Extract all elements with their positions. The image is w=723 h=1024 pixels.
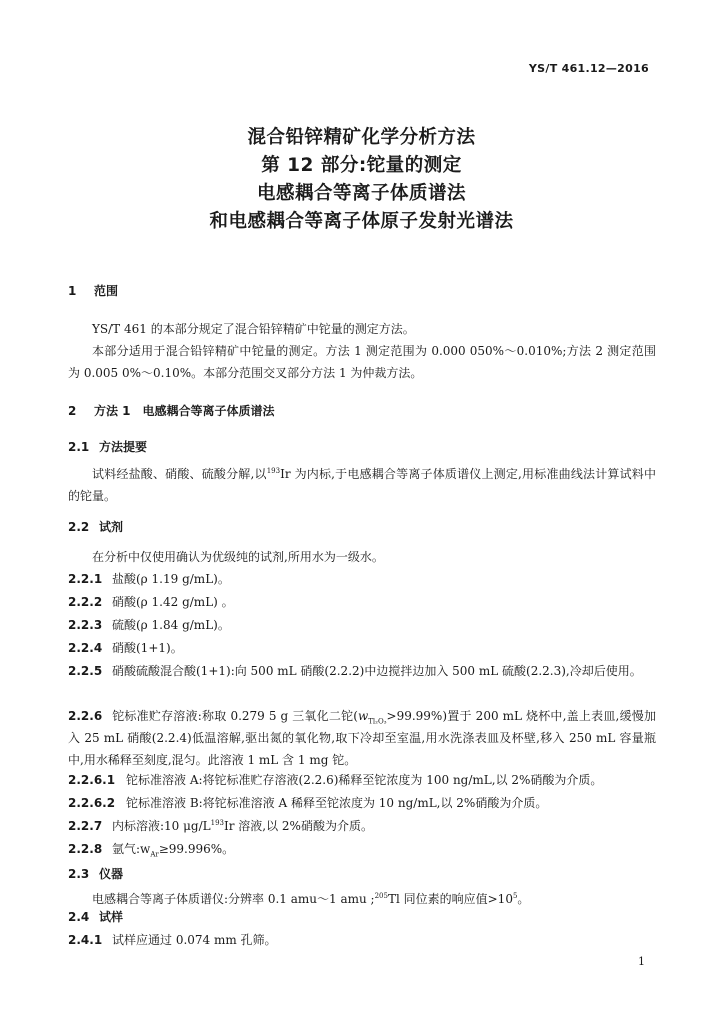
text-run: Ir 为内标,于电感耦合等离子体质谱仪上测定,用标准曲线法计算试料中的铊量。 [68, 467, 656, 503]
item-number: 2.2.5 [68, 664, 103, 678]
section-2-1-heading [68, 439, 147, 455]
item-number: 2.4.1 [68, 933, 103, 947]
reagent-item-2-2-7 [68, 818, 373, 834]
item-number: 2.2.7 [68, 819, 103, 833]
section-title: 方法提要 [99, 440, 148, 454]
text-run: 内标溶液:10 μg/L [112, 819, 211, 833]
reagent-item-2-2-5 [68, 660, 656, 682]
reagent-item [68, 594, 234, 610]
section-2-4-heading [68, 909, 123, 925]
reagent-item-2-2-6-1 [68, 772, 602, 788]
item-text: 铊标准溶液 A:将铊标准贮存溶液(2.2.6)稀释至铊浓度为 100 ng/mL,以 2%硝酸为介质。 [126, 773, 603, 787]
reagent-item-2-2-8 [68, 841, 234, 857]
section-1-heading [68, 283, 118, 299]
reagent-item-2-2-6 [68, 705, 656, 771]
section-2-2-heading [68, 519, 123, 535]
reagent-item [68, 571, 230, 587]
item-number: 2.2.6 [68, 709, 103, 723]
section-title: 试剂 [99, 520, 124, 534]
section-number: 2.1 [68, 440, 90, 454]
item-text: 试样应通过 0.074 mm 孔筛。 [112, 933, 277, 947]
reagent-item [68, 617, 230, 633]
section-2-1-paragraph [68, 463, 656, 507]
formula-subscript: Ar [150, 850, 159, 859]
section-2-3-heading [68, 866, 123, 882]
title-line-2: 第 12 部分:铊量的测定 [261, 155, 462, 176]
section-number: 2.4 [68, 910, 90, 924]
item-number: 2.2.8 [68, 842, 103, 856]
item-number: 2.2.3 [68, 618, 103, 632]
section-number: 2 [68, 404, 77, 418]
title-line-1: 混合铅锌精矿化学分析方法 [247, 127, 476, 148]
item-text: 硫酸(ρ 1.84 g/mL)。 [112, 618, 230, 632]
document-title [0, 124, 723, 236]
item-number: 2.2.2 [68, 595, 103, 609]
text-run: Tl 同位素的响应值>10 [387, 892, 513, 906]
standard-number: YS/T 461.12—2016 [528, 62, 649, 75]
item-number: 2.2.6.1 [68, 773, 116, 787]
item-text: 盐酸(ρ 1.19 g/mL)。 [112, 572, 230, 586]
item-text: 硝酸硫酸混合酸(1+1):向 500 mL 硝酸(2.2.2)中边搅拌边加入 500 mL 硫酸(2.2.3),冷却后使用。 [112, 664, 642, 678]
mass-fraction-symbol: w [357, 709, 369, 723]
section-2-2-intro: 在分析中仅使用确认为优级纯的试剂,所用水为一级水。 [92, 550, 384, 564]
text-run: 氩气:w [112, 842, 151, 856]
section-number: 1 [68, 284, 77, 298]
text-run: 试料经盐酸、硝酸、硫酸分解,以 [92, 467, 267, 481]
page-number: 1 [638, 955, 645, 968]
text-run: 铊标准贮存溶液:称取 0.279 5 g 三氧化二铊( [112, 709, 358, 723]
section-number: 2.2 [68, 520, 90, 534]
title-line-3: 电感耦合等离子体质谱法 [256, 183, 466, 204]
item-number: 2.2.1 [68, 572, 103, 586]
section-1-paragraph-1: YS/T 461 的本部分规定了混合铅锌精矿中铊量的测定方法。 [92, 322, 415, 336]
section-number: 2.3 [68, 867, 90, 881]
section-2-3-paragraph [92, 891, 529, 907]
section-title: 仪器 [99, 867, 124, 881]
text-run: >99.99%)置于 200 mL 烧杯中,盖上表皿,缓慢加入 25 mL 硝酸(2.2.4)低温溶解,驱出氮的氧化物,取下冷却至室温,用水洗涤表皿及杯壁,移入 250 mL 容量瓶中,用水稀释至刻度,混匀。此溶液 1 mL 含 1 mg 铊。 [68, 709, 656, 767]
isotope-superscript: 205 [374, 892, 388, 900]
sample-item-2-4-1 [68, 932, 277, 948]
section-title: 范围 [94, 284, 119, 298]
item-number: 2.2.6.2 [68, 796, 116, 810]
text-run: 电感耦合等离子体质谱仪:分辨率 0.1 amu～1 amu ; [92, 892, 375, 906]
text-run: ≥99.996%。 [158, 842, 235, 856]
section-title: 试样 [99, 910, 124, 924]
item-text: 硝酸(ρ 1.42 g/mL) 。 [112, 595, 234, 609]
reagent-item-2-2-6-2 [68, 795, 547, 811]
section-1-paragraph-2: 本部分适用于混合铅锌精矿中铊量的测定。方法 1 测定范围为 0.000 050%～0.010%;方法 2 测定范围为 0.005 0%～0.10%。本部分范围交叉部分方法 1 为仲裁方法。 [68, 344, 656, 380]
section-title: 方法 1 电感耦合等离子体质谱法 [94, 404, 275, 418]
formula-subscript: Tl₂O₃ [368, 717, 387, 726]
isotope-superscript: 193 [266, 467, 281, 475]
item-number: 2.2.4 [68, 641, 103, 655]
exponent-superscript: 5 [512, 892, 518, 900]
item-text: 铊标准溶液 B:将铊标准溶液 A 稀释至铊浓度为 10 ng/mL,以 2%硝酸为介质。 [126, 796, 548, 810]
reagent-item [68, 640, 183, 656]
isotope-superscript: 193 [210, 819, 224, 827]
title-line-4: 和电感耦合等离子体原子发射光谱法 [209, 211, 514, 232]
section-2-heading [68, 403, 275, 419]
text-run: 。 [517, 892, 530, 906]
item-text: 硝酸(1+1)。 [112, 641, 183, 655]
text-run: Ir 溶液,以 2%硝酸为介质。 [224, 819, 373, 833]
